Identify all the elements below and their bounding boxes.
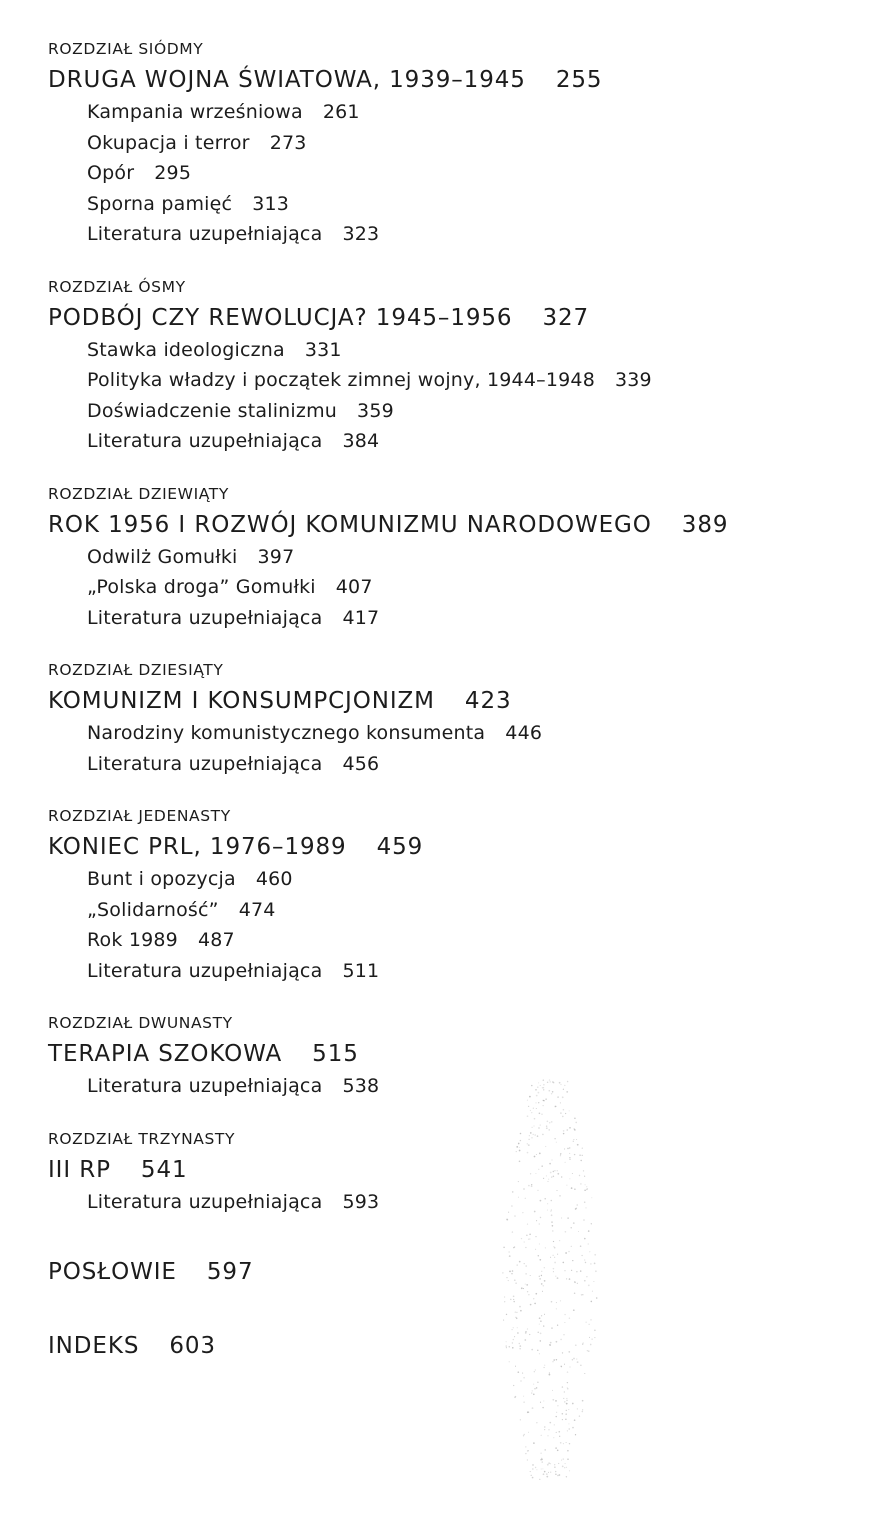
print-through-dot <box>577 1408 578 1409</box>
print-through-dot <box>537 1382 539 1384</box>
afterword-title: POSŁOWIE <box>48 1259 177 1285</box>
print-through-dot <box>561 1366 562 1367</box>
section-page-number: 460 <box>255 868 293 890</box>
chapter-12 <box>48 1012 848 1102</box>
print-through-dot <box>566 1410 567 1411</box>
print-through-dot <box>541 1468 542 1469</box>
section-page-number: 323 <box>342 223 380 245</box>
print-through-dot <box>523 1401 524 1402</box>
chapter-title[interactable] <box>48 830 848 864</box>
chapter-title[interactable] <box>48 1153 848 1187</box>
print-through-dot <box>520 1419 521 1420</box>
section-entry[interactable] <box>87 365 848 396</box>
section-list <box>48 335 848 457</box>
section-list <box>48 1187 848 1218</box>
print-through-dot <box>579 1415 580 1416</box>
section-page-number: 417 <box>342 606 380 629</box>
print-through-dot <box>567 1388 569 1390</box>
chapter-11 <box>48 805 848 986</box>
print-through-dot <box>532 1477 534 1479</box>
print-through-dot <box>517 1371 519 1373</box>
print-through-dot <box>547 1464 549 1466</box>
chapter-title-text: III RP <box>48 1156 111 1183</box>
section-page-number: 487 <box>197 929 235 951</box>
print-through-dot <box>566 1442 567 1443</box>
chapter-label: ROZDZIAŁ ÓSMY <box>48 277 186 296</box>
print-through-dot <box>543 1400 544 1401</box>
section-list <box>48 718 848 779</box>
print-through-dot <box>523 1396 524 1397</box>
print-through-dot <box>531 1475 532 1476</box>
print-through-dot <box>557 1405 558 1406</box>
print-through-dot <box>569 1428 570 1429</box>
section-title: Polityka władzy i początek zimnej wojny, 1944–1948 <box>87 369 595 391</box>
section-title: Literatura uzupełniająca <box>87 752 323 775</box>
print-through-dot <box>553 1437 554 1438</box>
print-through-dot <box>554 1424 555 1425</box>
chapter-title-text: KONIEC PRL, 1976–1989 <box>48 834 347 860</box>
print-through-dot <box>554 1464 555 1465</box>
print-through-dot <box>532 1407 534 1409</box>
chapter-title-text: PODBÓJ CZY REWOLUCJA? 1945–1956 <box>48 304 513 331</box>
chapter-10 <box>48 659 848 779</box>
section-page-number: 593 <box>342 1190 380 1213</box>
print-through-dot <box>515 1366 516 1367</box>
chapter-13 <box>48 1128 848 1218</box>
chapter-page-number: 327 <box>542 304 590 331</box>
section-page-number: 359 <box>357 399 394 422</box>
print-through-dot <box>559 1436 560 1437</box>
print-through-dot <box>542 1461 543 1462</box>
print-through-dot <box>523 1435 524 1436</box>
section-entry[interactable] <box>87 1187 848 1218</box>
print-through-dot <box>558 1431 560 1433</box>
section-title: Literatura uzupełniająca <box>87 1190 323 1213</box>
print-through-dot <box>525 1446 526 1447</box>
print-through-dot <box>544 1471 546 1473</box>
print-through-dot <box>534 1371 535 1372</box>
chapter-page-number: 541 <box>140 1156 188 1183</box>
print-through-dot <box>582 1409 583 1410</box>
print-through-dot <box>556 1412 557 1413</box>
print-through-dot <box>562 1386 563 1387</box>
section-page-number: 331 <box>304 338 342 361</box>
print-through-dot <box>527 1459 528 1460</box>
section-entry[interactable] <box>87 426 848 457</box>
chapter-title-text: KOMUNIZM I KONSUMPCJONIZM <box>48 688 435 714</box>
print-through-dot <box>528 1450 529 1451</box>
print-through-dot <box>572 1427 574 1429</box>
print-through-dot <box>567 1430 568 1431</box>
section-page-number: 407 <box>335 576 373 598</box>
section-title: Literatura uzupełniająca <box>87 606 323 629</box>
print-through-dot <box>564 1391 565 1392</box>
section-page-number: 273 <box>269 131 307 154</box>
chapter-title-text: ROK 1956 I ROZWÓJ KOMUNIZMU NARODOWEGO <box>48 511 652 538</box>
print-through-dot <box>564 1467 565 1468</box>
print-through-dot <box>535 1467 536 1468</box>
section-entry[interactable] <box>87 128 848 159</box>
print-through-dot <box>533 1384 534 1385</box>
print-through-dot <box>539 1479 540 1480</box>
section-entry[interactable] <box>87 97 848 128</box>
section-page-number: 295 <box>154 162 192 184</box>
print-through-dot <box>562 1413 564 1415</box>
print-through-dot <box>557 1475 559 1477</box>
print-through-dot <box>566 1476 567 1477</box>
print-through-dot <box>528 1411 529 1412</box>
print-through-dot <box>560 1442 562 1444</box>
print-through-dot <box>556 1432 557 1433</box>
chapter-label: ROZDZIAŁ TRZYNASTY <box>48 1129 236 1148</box>
print-through-dot <box>549 1372 550 1373</box>
print-through-dot <box>513 1385 514 1386</box>
section-page-number: 456 <box>342 752 380 775</box>
section-title: „Polska droga” Gomułki <box>87 576 316 598</box>
print-through-dot <box>543 1473 545 1475</box>
print-through-dot <box>568 1423 569 1424</box>
print-through-dot <box>569 1443 570 1444</box>
print-through-dot <box>520 1380 521 1381</box>
section-page-number: 397 <box>257 545 295 568</box>
print-through-dot <box>564 1364 565 1365</box>
print-through-dot <box>567 1371 569 1373</box>
print-through-dot <box>531 1393 532 1394</box>
chapter-label: ROZDZIAŁ DWUNASTY <box>48 1014 233 1032</box>
print-through-dot <box>574 1419 576 1421</box>
chapter-label: ROZDZIAŁ DZIEWIĄTY <box>48 484 229 503</box>
print-through-dot <box>543 1367 544 1368</box>
section-title: Kampania wrześniowa <box>87 101 303 123</box>
print-through-dot <box>546 1473 548 1475</box>
print-through-dot <box>582 1411 584 1413</box>
print-through-dot <box>563 1443 564 1444</box>
chapter-title-text: DRUGA WOJNA ŚWIATOWA, 1939–1945 <box>48 67 526 93</box>
print-through-dot <box>548 1462 550 1464</box>
section-title: Rok 1989 <box>87 929 178 951</box>
print-through-dot <box>548 1472 549 1473</box>
afterword-entry[interactable] <box>48 1255 848 1289</box>
section-page-number: 474 <box>238 898 276 921</box>
chapter-9 <box>48 483 848 634</box>
section-entry[interactable] <box>87 189 848 220</box>
print-through-dot <box>572 1403 574 1405</box>
section-title: Odwilż Gomułki <box>87 545 238 568</box>
print-through-dot <box>550 1463 551 1464</box>
chapter-label: ROZDZIAŁ SIÓDMY <box>48 40 204 58</box>
print-through-dot <box>541 1458 542 1459</box>
chapter-title[interactable] <box>48 684 848 718</box>
section-entry[interactable] <box>87 956 848 987</box>
section-page-number: 384 <box>342 430 380 452</box>
section-entry[interactable] <box>87 1071 848 1102</box>
print-through-dot <box>561 1460 562 1461</box>
print-through-dot <box>528 1432 529 1433</box>
print-through-dot <box>514 1396 516 1398</box>
chapter-title[interactable] <box>48 301 848 335</box>
chapter-title[interactable] <box>48 1037 848 1071</box>
print-through-dot <box>549 1422 551 1424</box>
print-through-dot <box>556 1416 557 1417</box>
section-title: Literatura uzupełniająca <box>87 430 323 452</box>
print-through-dot <box>565 1463 566 1464</box>
print-through-dot <box>563 1458 564 1459</box>
print-through-dot <box>533 1442 535 1444</box>
table-of-contents <box>48 38 848 1363</box>
chapter-page-number: 423 <box>464 688 512 714</box>
chapter-page-number: 389 <box>681 511 729 538</box>
print-through-dot <box>540 1402 541 1403</box>
print-through-dot <box>575 1434 576 1435</box>
print-through-dot <box>540 1453 541 1454</box>
print-through-dot <box>541 1459 543 1461</box>
print-through-dot <box>566 1403 568 1405</box>
print-through-dot <box>567 1387 568 1388</box>
print-through-dot <box>536 1387 538 1389</box>
print-through-dot <box>542 1468 543 1469</box>
section-title: Literatura uzupełniająca <box>87 959 323 982</box>
section-entry[interactable] <box>87 718 848 749</box>
section-title: Stawka ideologiczna <box>87 338 285 361</box>
print-through-dot <box>567 1450 569 1452</box>
print-through-dot <box>540 1459 542 1461</box>
print-through-dot <box>559 1474 561 1476</box>
section-entry[interactable] <box>87 603 848 634</box>
section-page-number: 511 <box>342 959 380 982</box>
chapter-title[interactable] <box>48 63 848 97</box>
chapter-title-text: TERAPIA SZOKOWA <box>48 1041 283 1067</box>
print-through-dot <box>542 1407 543 1408</box>
section-page-number: 339 <box>614 369 652 391</box>
section-entry[interactable] <box>87 335 848 366</box>
print-through-dot <box>566 1467 567 1468</box>
print-through-dot <box>547 1435 548 1436</box>
print-through-dot <box>530 1471 531 1472</box>
section-title: Doświadczenie stalinizmu <box>87 399 338 422</box>
section-page-number: 313 <box>252 192 290 215</box>
print-through-dot <box>527 1411 529 1413</box>
print-through-dot <box>552 1390 553 1391</box>
print-through-dot <box>566 1400 567 1401</box>
chapter-page-number: 255 <box>555 67 603 93</box>
print-through-dot <box>564 1401 566 1403</box>
section-list <box>48 542 848 634</box>
chapter-page-number: 459 <box>376 834 424 860</box>
print-through-dot <box>544 1365 545 1366</box>
print-through-dot <box>566 1398 567 1399</box>
print-through-dot <box>555 1471 556 1472</box>
chapter-8 <box>48 276 848 457</box>
print-through-dot <box>565 1413 567 1415</box>
print-through-dot <box>567 1382 568 1383</box>
print-through-dot <box>546 1476 548 1478</box>
chapter-7 <box>48 38 848 250</box>
section-entry[interactable] <box>87 749 848 780</box>
section-entry[interactable] <box>87 925 848 956</box>
section-title: Literatura uzupełniająca <box>87 223 323 245</box>
print-through-dot <box>535 1369 536 1370</box>
print-through-dot <box>532 1464 533 1465</box>
print-through-dot <box>555 1400 557 1402</box>
section-entry[interactable] <box>87 158 848 189</box>
print-through-dot <box>557 1450 559 1452</box>
print-through-dot <box>563 1398 564 1399</box>
print-through-dot <box>515 1396 516 1397</box>
print-through-dot <box>527 1450 529 1452</box>
section-entry[interactable] <box>87 219 848 250</box>
print-through-dot <box>562 1419 563 1420</box>
section-entry[interactable] <box>87 396 848 427</box>
section-entry[interactable] <box>87 542 848 573</box>
print-through-dot <box>525 1453 526 1454</box>
print-through-dot <box>532 1468 534 1470</box>
section-list <box>48 864 848 986</box>
print-through-dot <box>523 1377 525 1379</box>
section-title: Narodziny komunistycznego konsumenta <box>87 722 486 744</box>
section-page-number: 261 <box>322 101 360 123</box>
print-through-dot <box>533 1394 535 1396</box>
section-page-number: 538 <box>342 1075 380 1097</box>
print-through-dot <box>522 1373 523 1374</box>
section-title: „Solidarność” <box>87 898 219 921</box>
print-through-dot <box>550 1472 551 1473</box>
print-through-dot <box>523 1434 525 1436</box>
section-title: Bunt i opozycja <box>87 868 236 890</box>
section-entry[interactable] <box>87 864 848 895</box>
chapter-label: ROZDZIAŁ DZIESIĄTY <box>48 661 224 679</box>
print-through-dot <box>549 1374 551 1376</box>
section-title: Sporna pamięć <box>87 192 233 215</box>
index-entry[interactable] <box>48 1329 848 1363</box>
print-through-dot <box>560 1366 561 1367</box>
section-list <box>48 1071 848 1102</box>
section-entry[interactable] <box>87 572 848 603</box>
section-list <box>48 97 848 250</box>
print-through-dot <box>569 1470 570 1471</box>
print-through-dot <box>568 1409 569 1410</box>
section-title: Opór <box>87 162 135 184</box>
print-through-dot <box>544 1429 545 1430</box>
print-through-dot <box>584 1373 585 1374</box>
print-through-dot <box>569 1366 570 1367</box>
print-through-dot <box>541 1435 542 1436</box>
chapter-page-number: 515 <box>312 1041 359 1067</box>
chapter-label: ROZDZIAŁ JEDENASTY <box>48 807 231 825</box>
print-through-dot <box>536 1422 537 1423</box>
print-through-dot <box>555 1447 557 1449</box>
index-page-number: 603 <box>169 1333 216 1359</box>
print-through-dot <box>582 1400 584 1402</box>
index-title: INDEKS <box>48 1333 140 1359</box>
print-through-dot <box>580 1365 581 1366</box>
chapter-title[interactable] <box>48 508 848 542</box>
print-through-dot <box>544 1449 546 1451</box>
print-through-dot <box>565 1419 566 1420</box>
print-through-dot <box>544 1426 545 1427</box>
print-through-dot <box>562 1466 564 1468</box>
section-title: Okupacja i terror <box>87 131 250 154</box>
print-through-dot <box>534 1388 535 1389</box>
print-through-dot <box>558 1463 559 1464</box>
print-through-dot <box>536 1469 537 1470</box>
section-entry[interactable] <box>87 895 848 926</box>
print-through-dot <box>552 1399 554 1401</box>
print-through-dot <box>555 1473 557 1475</box>
print-through-dot <box>532 1390 533 1391</box>
section-title: Literatura uzupełniająca <box>87 1075 323 1097</box>
afterword-page-number: 597 <box>206 1259 254 1285</box>
print-through-dot <box>548 1429 549 1430</box>
print-through-dot <box>567 1459 568 1460</box>
print-through-dot <box>554 1467 555 1468</box>
section-page-number: 446 <box>505 722 543 744</box>
